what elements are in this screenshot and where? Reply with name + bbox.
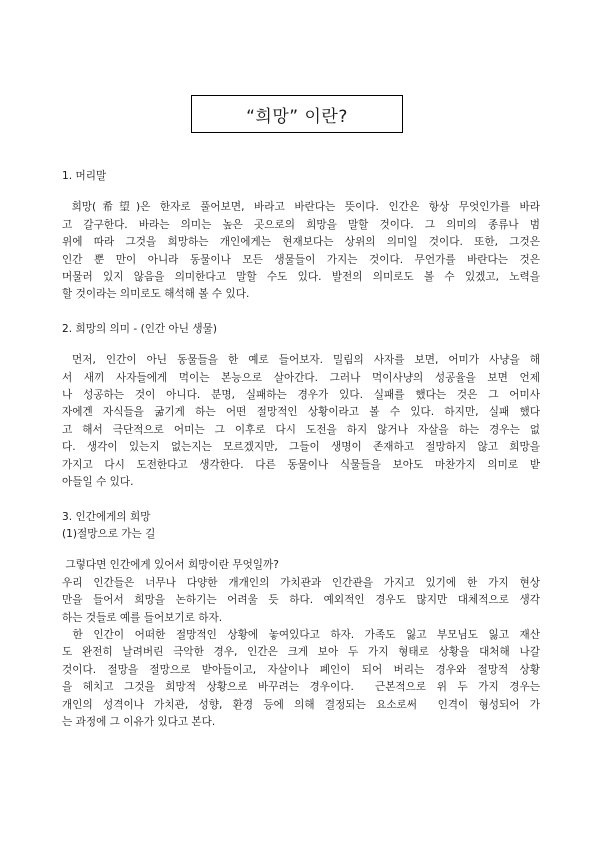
text-line: 서 새끼 사자들에게 먹이는 본능으로 살아간다. 그러나 먹이사냥의 성공율을 보면 언제 [62,371,540,384]
section-heading: 1. 머리말 [62,170,107,182]
paragraph [62,627,540,731]
text-line: 고 해서 극단적으로 어미는 그 이후로 다시 도전을 하지 않거나 자살을 하는 경우는 없 [62,423,540,436]
document-title: “희망” 이란? [246,106,348,127]
text-line: 가지고 다시 도전한다고 생각한다. 다른 동물이나 식물들을 보아도 마찬가지 의미로 받 [62,458,540,471]
text-line: 그렇다면 인간에게 있어서 희망이란 무엇일까? [62,559,279,572]
paragraph [62,199,540,303]
section-heading: 2. 희망의 의미 - (인간 아닌 생물) [62,322,217,335]
section-heading: 3. 인간에게의 희망 [62,510,151,523]
text-line: 나 성공하는 것이 아니다. 분명, 실패하는 경우가 있다. 실패를 했다는 것은 그 어미사 [62,389,540,402]
text-line: 는 과정에 그 이유가 있다고 본다. [62,715,216,728]
text-line: 우리 인간들은 너무나 다양한 개개인의 가치관과 인간관을 가지고 있기에 한 가지 현상 [62,576,540,589]
text-line: 다. 생각이 있는지 없는지는 모르겠지만, 그들이 생명이 존재하고 절망하지 않고 희망을 [62,441,540,454]
paragraph [62,557,540,627]
text-line: 도 완전히 날려버린 극악한 경우, 인간은 크게 보아 두 가지 형태로 상황을 대처해 나갈 [62,646,540,659]
document-body [62,168,540,731]
text-line: 희망(希望)은 한자로 풀어보면, 바라고 바란다는 뜻이다. 인간은 항상 무엇인가를 바라 [62,201,540,214]
spacer [62,185,540,199]
spacer [62,304,540,321]
text-line: 인간 뿐 만이 아니라 동물이나 모든 생물들이 가지는 것이다. 무언가를 바란다는 것은 [62,253,540,266]
spacer [62,543,540,557]
text-line: 개인의 성격이나 가치관, 성향, 환경 등에 의해 결정되는 요소로써 인격이 형성되어 가 [62,698,540,711]
title-box [191,95,403,133]
text-line: 한 인간이 어떠한 절망적인 상황에 놓여있다고 하자. 가족도 잃고 부모님도 잃고 재산 [62,628,540,641]
spacer [62,338,540,352]
text-line: 고 갈구한다. 바라는 의미는 높은 곳으로의 희망을 말할 것이다. 그 의미의 종류나 범 [62,218,540,231]
text-line: 아들일 수 있다. [62,476,134,489]
text-line: 만을 들어서 희망을 논하기는 어려울 듯 하다. 예외적인 경우도 많지만 대체적으로 생각 [62,594,540,607]
text-line: 할 것이라는 의미로도 해석해 볼 수 있다. [62,288,250,301]
text-line: 먼저, 인간이 아닌 동물들을 한 예로 들어보자. 밀림의 사자를 보면, 어미가 사냥을 해 [62,354,540,367]
text-line: 머물러 있지 않음을 의미한다고 말할 수도 있다. 발전의 의미로도 볼 수 있겠고, 노력을 [62,271,540,284]
spacer [62,492,540,509]
text-line: 자에겐 자식들을 굶기게 하는 어떤 절망적인 상황이라고 볼 수 있다. 하지만, 실패 했다 [62,406,540,419]
text-line: 위에 따라 그것을 희망하는 개인에게는 현재보다는 상위의 의미일 것이다. 또한, 그것은 [62,236,540,249]
subsection-heading: (1)절망으로 가는 길 [62,527,156,540]
paragraph [62,352,540,491]
text-line: 것이다. 절망을 절망으로 받아들이고, 자살이나 폐인이 되어 버리는 경우와 절망적 상황 [62,663,540,676]
text-line: 을 헤치고 그것을 희망적 상황으로 바꾸려는 경우이다. 근본적으로 위 두 가지 경우는 [62,681,540,694]
text-line: 하는 것들로 예를 들어보기로 하자. [62,611,223,624]
